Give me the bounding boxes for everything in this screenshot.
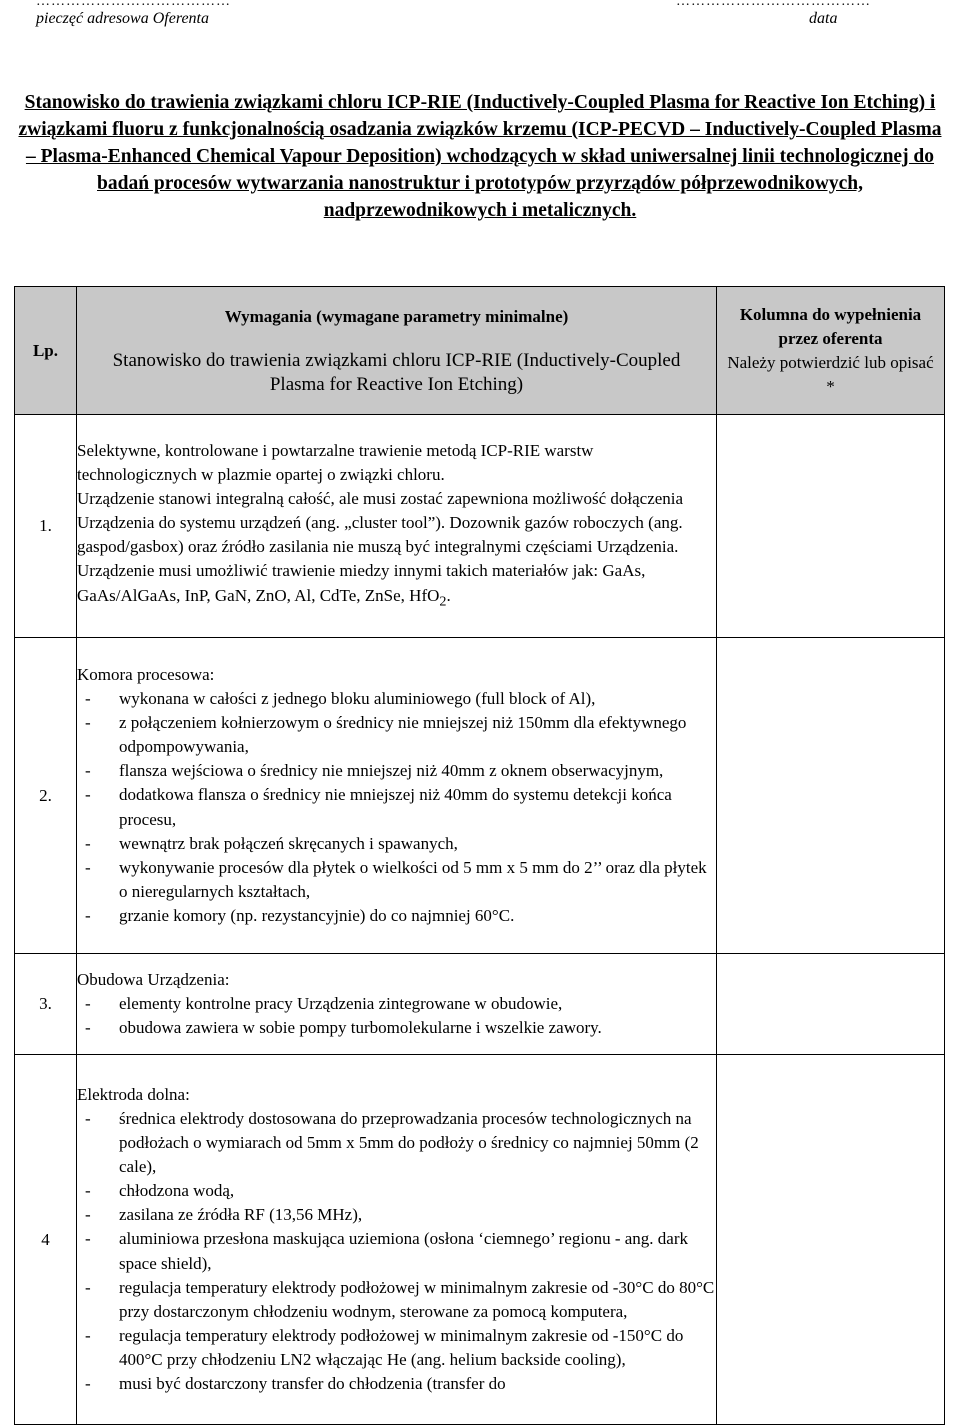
stamp-caption: pieczęć adresowa Oferenta [36, 10, 209, 27]
paragraph: Selektywne, kontrolowane i powtarzalne trawienie metodą ICP-RIE warstw technologicznych w plazmie opartej o związki chloru. [77, 440, 594, 485]
list-item: - wykonana w całości z jednego bloku aluminiowego (full block of Al), [77, 687, 716, 711]
header-requirements-subtitle: Stanowisko do trawienia związkami chloru ICP-RIE (Inductively-Coupled Plasma for Reactive Ion Etching) [112, 349, 681, 395]
date-dotted-line: ………………………………… [676, 0, 871, 9]
row-number: 3. [15, 954, 77, 1055]
list-item: - dodatkowa flansza o średnicy nie mniejszej niż 40mm do systemu detekcji końca procesu, [77, 783, 716, 831]
list-item: - flansza wejściowa o średnicy nie mniejszej niż 40mm z oknem obserwacyjnym, [77, 759, 716, 783]
list-item: - grzanie komory (np. rezystancyjnie) do co najmniej 60°C. [77, 904, 716, 928]
paragraph: Urządzenie stanowi integralną całość, ale musi zostać zapewniona możliwość dołączenia Urządzenia do systemu urządzeń (ang. „cluster tool”). Dozownik gazów roboczych (ang. gaspod/gasbox) oraz źródło zasilania nie muszą być integralnymi częściami Urządzenia. [77, 489, 684, 557]
bidder-cell[interactable] [717, 415, 945, 638]
list-item: - z połączeniem kołnierzowym o średnicy nie mniejszej niż 150mm dla efektywnego odpompowywania, [77, 711, 716, 759]
row-content [77, 638, 717, 954]
list-item: - obudowa zawiera w sobie pompy turbomolekularne i wszelkie zawory. [77, 1016, 716, 1040]
table-row [15, 954, 945, 1055]
list-item: - średnica elektrody dostosowana do przeprowadzania procesów technologicznych na podłożach o wymiarach od 5mm x 5mm do podłoży o średnicy co najmniej 50mm (2 cale), [77, 1107, 716, 1179]
list-item: - regulacja temperatury elektrody podłożowej w minimalnym zakresie od -150°C do 400°C przy chłodzeniu LN2 włączając He (ang. helium backside cooling), [77, 1324, 716, 1372]
list-item: - wewnątrz brak połączeń skręcanych i spawanych, [77, 832, 716, 856]
list-item: - aluminiowa przesłona maskująca uziemiona (osłona ‘ciemnego’ regionu - ang. dark space shield), [77, 1227, 716, 1275]
row-number: 1. [15, 415, 77, 638]
document-title: Stanowisko do trawienia związkami chloru ICP-RIE (Inductively-Coupled Plasma for Reactive Ion Etching) i związkami fluoru z funkcjonalnością osadzania związków krzemu (ICP-PECVD – Inductively-Coupled Plasma – Plasma-Enhanced Chemical Vapour Deposition) wchodzących w skład uniwersalnej linii technologicznej do badań procesów wytwarzania nanostruktur i prototypów przyrządów półprzewodnikowych, nadprzewodnikowych i metalicznych. [18, 92, 942, 221]
requirement-list [77, 687, 716, 928]
table-row [15, 638, 945, 954]
row-content [77, 415, 717, 638]
table-row [15, 415, 945, 638]
row-number: 4 [15, 1055, 77, 1425]
header-requirements [77, 287, 717, 415]
list-item: - wykonywanie procesów dla płytek o wielkości od 5 mm x 5 mm do 2’’ oraz dla płytek o nieregularnych kształtach, [77, 856, 716, 904]
bidder-cell[interactable] [717, 1055, 945, 1425]
section-title: Elektroda dolna: [77, 1084, 190, 1104]
header-lp: Lp. [15, 287, 77, 415]
header-bidder-note: Należy potwierdzić lub opisać * [727, 352, 934, 396]
document-header [0, 0, 960, 40]
list-item: - chłodzona wodą, [77, 1179, 716, 1203]
row-content [77, 954, 717, 1055]
bidder-cell[interactable] [717, 638, 945, 954]
subscript: 2 [439, 592, 447, 609]
list-item: - regulacja temperatury elektrody podłożowej w minimalnym zakresie od -30°C do 80°C przy dostarczonym chłodzeniu wodnym, sterowane za pomocą komputera, [77, 1276, 716, 1324]
list-item: - musi być dostarczony transfer do chłodzenia (transfer do [77, 1372, 716, 1396]
table-row [15, 1055, 945, 1425]
requirement-list [77, 992, 716, 1040]
row-content [77, 1055, 717, 1425]
list-item: - elementy kontrolne pracy Urządzenia zintegrowane w obudowie, [77, 992, 716, 1016]
stamp-dotted-line: ………………………………… [36, 0, 231, 9]
row-number: 2. [15, 638, 77, 954]
paragraph [77, 559, 716, 613]
requirement-list [77, 1107, 716, 1396]
requirements-table [14, 286, 945, 1425]
bidder-cell[interactable] [717, 954, 945, 1055]
table-header-row [15, 287, 945, 415]
section-title: Komora procesowa: [77, 664, 215, 684]
header-requirements-title: Wymagania (wymagane parametry minimalne) [224, 306, 569, 326]
header-bidder-column [717, 287, 945, 415]
date-caption: data [809, 10, 838, 27]
materials-text: Urządzenie musi umożliwić trawienie miedzy innymi takich materiałów jak: GaAs, GaAs/AlGaAs, InP, GaN, ZnO, Al, CdTe, ZnSe, HfO [77, 561, 646, 605]
list-item: - zasilana ze źródła RF (13,56 MHz), [77, 1203, 716, 1227]
header-bidder-title: Kolumna do wypełnienia przez oferenta [739, 304, 922, 348]
section-title: Obudowa Urządzenia: [77, 969, 230, 989]
period: . [446, 585, 451, 605]
